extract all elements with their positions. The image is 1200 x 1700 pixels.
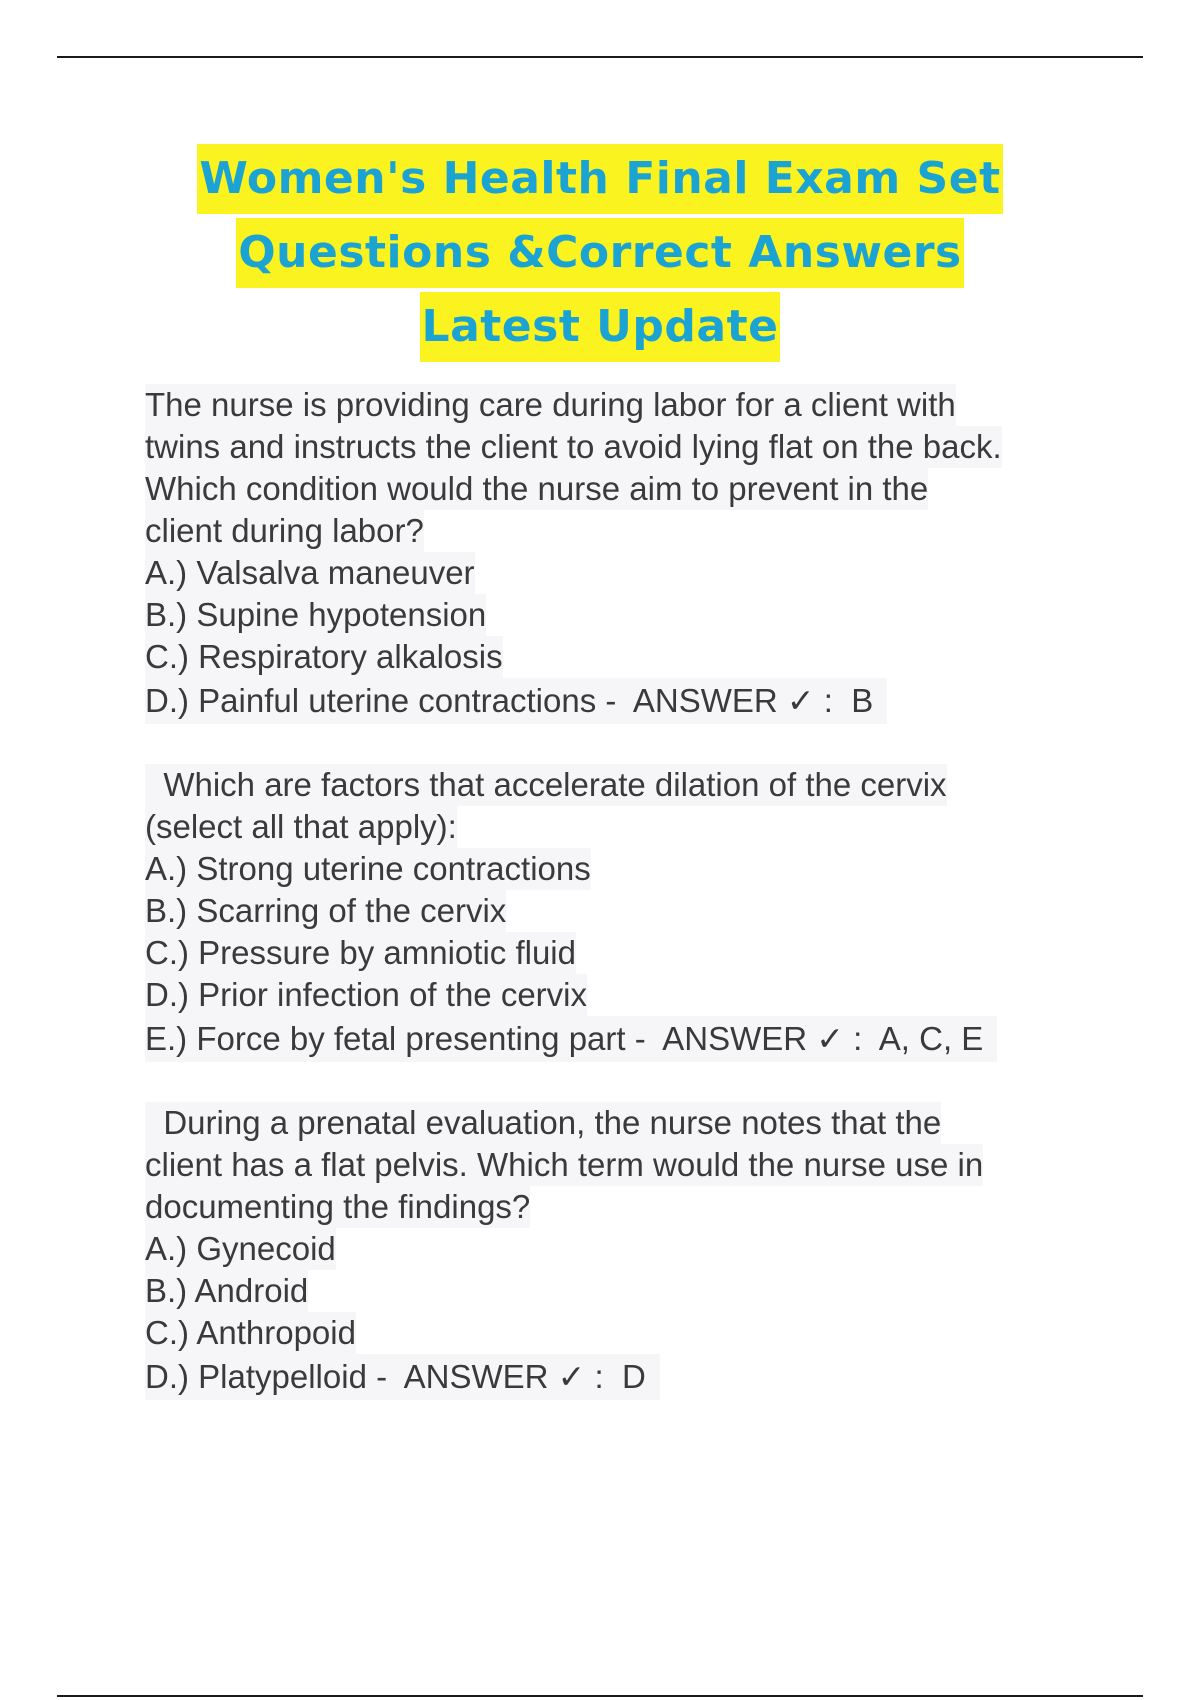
answer-label: ANSWER <box>625 682 787 719</box>
question-stem-line: client during labor? <box>145 510 424 552</box>
top-rule <box>57 56 1143 58</box>
answer-label: ANSWER <box>396 1358 558 1395</box>
correct-answer: A, C, E <box>878 1020 984 1057</box>
answer-option: B.) Supine hypotension <box>145 594 486 636</box>
answer-option-text: D.) Painful uterine contractions - <box>145 682 626 719</box>
answer-option: D.) Prior infection of the cervix <box>145 974 587 1016</box>
answer-option-with-key <box>145 678 887 724</box>
question-stem-line: The nurse is providing care during labor for a client with <box>145 384 956 426</box>
answer-separator: : <box>585 1358 622 1395</box>
question-stem-line: client has a flat pelvis. Which term would the nurse use in <box>145 1144 983 1186</box>
checkmark-icon: ✓ <box>786 681 815 720</box>
question-stem-line: twins and instructs the client to avoid lying flat on the back. <box>145 426 1002 468</box>
question-2 <box>145 764 1095 1062</box>
answer-option: B.) Scarring of the cervix <box>145 890 506 932</box>
title-line-1: Women's Health Final Exam Set <box>197 144 1002 214</box>
question-stem-line: documenting the findings? <box>145 1186 530 1228</box>
checkmark-icon: ✓ <box>816 1019 844 1058</box>
title-line-3: Latest Update <box>420 292 781 362</box>
answer-option: C.) Anthropoid <box>145 1312 356 1354</box>
correct-answer: B <box>851 682 874 719</box>
answer-option: B.) Android <box>145 1270 308 1312</box>
answer-option: C.) Pressure by amniotic fluid <box>145 932 576 974</box>
answer-option: A.) Gynecoid <box>145 1228 336 1270</box>
question-3 <box>145 1102 1095 1400</box>
question-list <box>145 384 1095 1440</box>
answer-label: ANSWER <box>654 1020 817 1057</box>
title-line-2: Questions &Correct Answers <box>236 218 963 288</box>
answer-option: C.) Respiratory alkalosis <box>145 636 503 678</box>
question-stem-line: Which are factors that accelerate dilation of the cervix <box>145 764 947 806</box>
answer-separator: : <box>843 1020 879 1057</box>
answer-option-text: E.) Force by fetal presenting part - <box>145 1020 655 1057</box>
answer-option: A.) Strong uterine contractions <box>145 848 591 890</box>
answer-separator: : <box>814 682 852 719</box>
question-stem-line: (select all that apply): <box>145 806 457 848</box>
question-1 <box>145 384 1095 724</box>
question-stem-line: During a prenatal evaluation, the nurse notes that the <box>145 1102 941 1144</box>
correct-answer: D <box>621 1358 646 1395</box>
document-title <box>0 144 1200 366</box>
answer-option: A.) Valsalva maneuver <box>145 552 475 594</box>
question-stem-line: Which condition would the nurse aim to prevent in the <box>145 468 928 510</box>
answer-option-with-key <box>145 1016 997 1062</box>
answer-option-text: D.) Platypelloid - <box>145 1358 397 1395</box>
answer-option-with-key <box>145 1354 660 1400</box>
bottom-rule <box>57 1695 1143 1697</box>
checkmark-icon: ✓ <box>557 1357 586 1396</box>
